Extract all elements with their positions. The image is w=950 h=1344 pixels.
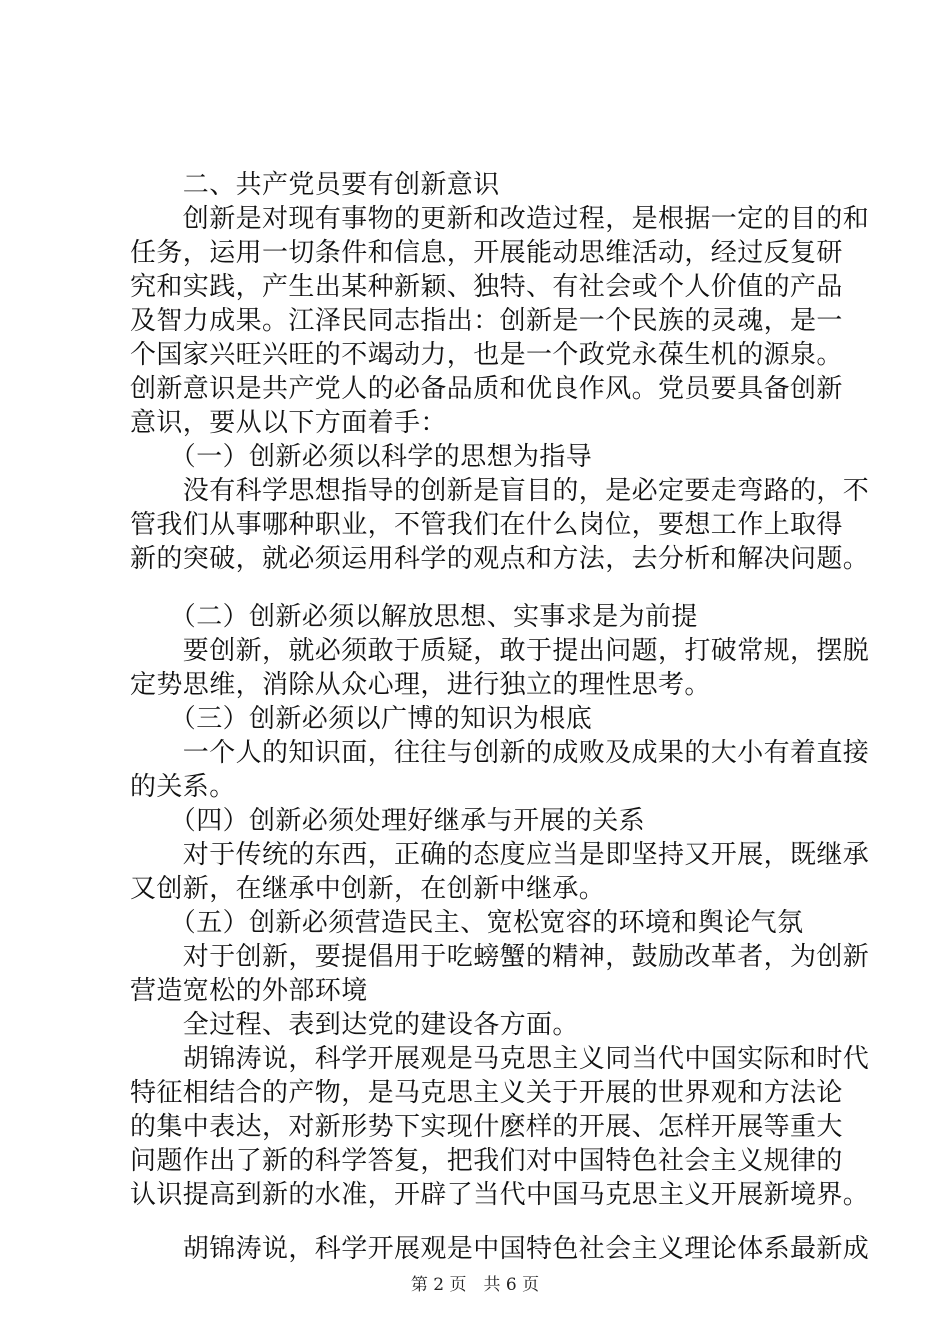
subheading-4: （四）创新必须处理好继承与开展的关系 [130, 806, 646, 836]
text-line: 胡锦涛说，科学开展观是马克思主义同当代中国实际和时代 [130, 1044, 870, 1074]
subheading-2: （二）创新必须以解放思想、实事求是为前提 [130, 602, 698, 632]
text-line: 一个人的知识面，往往与创新的成败及成果的大小有着直接 [130, 738, 870, 768]
text-line: 对于传统的东西，正确的态度应当是即坚持又开展，既继承 [130, 840, 870, 870]
text-line: 认识提高到新的水准，开辟了当代中国马克思主义开展新境界。 [130, 1180, 870, 1210]
subheading-3: （三）创新必须以广博的知识为根底 [130, 704, 593, 734]
text-line: 新的突破，就必须运用科学的观点和方法，去分析和解决问题。 [130, 544, 870, 574]
text-line: 任务，运用一切条件和信息，开展能动思维活动，经过反复研 [130, 238, 843, 268]
subheading-5: （五）创新必须营造民主、宽松宽容的环境和舆论气氛 [130, 908, 804, 938]
text-line: 要创新，就必须敢于质疑，敢于提出问题，打破常规，摆脱 [130, 636, 870, 666]
text-line: 全过程、表到达党的建设各方面。 [130, 1010, 579, 1040]
text-line: 对于创新，要提倡用于吃螃蟹的精神，鼓励改革者，为创新 [130, 942, 870, 972]
text-line: 及智力成果。江泽民同志指出：创新是一个民族的灵魂，是一 [130, 306, 843, 336]
text-line: 的关系。 [130, 772, 236, 802]
text-line: 意识，要从以下方面着手： [130, 408, 447, 438]
text-line: 管我们从事哪种职业，不管我们在什么岗位，要想工作上取得 [130, 510, 843, 540]
text-line: 营造宽松的外部环境 [130, 976, 368, 1006]
page-number-footer: 第 2 页 共 6 页 [410, 1275, 540, 1295]
text-line: 创新是对现有事物的更新和改造过程，是根据一定的目的和 [130, 204, 870, 234]
text-line: 个国家兴旺兴旺的不竭动力，也是一个政党永葆生机的源泉。 [130, 340, 843, 370]
text-line: 定势思维，消除从众心理，进行独立的理性思考。 [130, 670, 711, 700]
text-line: 究和实践，产生出某种新颖、独特、有社会或个人价值的产品 [130, 272, 843, 302]
text-line: 胡锦涛说，科学开展观是中国特色社会主义理论体系最新成 [130, 1234, 870, 1264]
subheading-1: （一）创新必须以科学的思想为指导 [130, 442, 593, 472]
text-line: 创新意识是共产党人的必备品质和优良作风。党员要具备创新 [130, 374, 843, 404]
text-line: 没有科学思想指导的创新是盲目的，是必定要走弯路的，不 [130, 476, 870, 506]
text-line: 又创新，在继承中创新，在创新中继承。 [130, 874, 606, 904]
section-heading: 二、共产党员要有创新意识 [130, 170, 500, 200]
text-line: 特征相结合的产物，是马克思主义关于开展的世界观和方法论 [130, 1078, 843, 1108]
text-line: 问题作出了新的科学答复，把我们对中国特色社会主义规律的 [130, 1146, 843, 1176]
text-line: 的集中表达，对新形势下实现什麽样的开展、怎样开展等重大 [130, 1112, 843, 1142]
